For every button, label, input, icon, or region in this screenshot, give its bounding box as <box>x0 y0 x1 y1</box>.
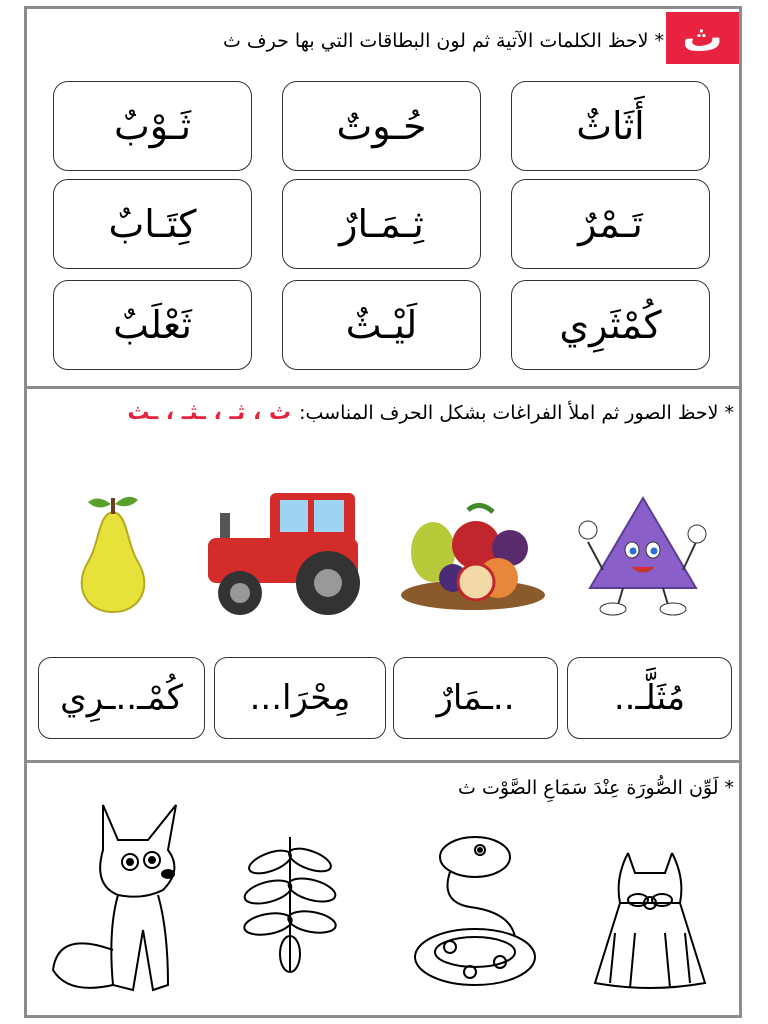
word-card[interactable]: أَثَاثٌ <box>511 81 710 171</box>
letter-forms: ث ، ثـ ، ـثـ ، ـث <box>127 400 292 425</box>
word-card[interactable]: ثِـمَـارٌ <box>282 179 481 269</box>
fruit-basket-image <box>398 490 548 615</box>
fox-image <box>48 800 208 1000</box>
word-card[interactable]: حُـوتٌ <box>282 81 481 171</box>
fill-blank-card[interactable]: كُمْـ..ـرِي <box>38 657 205 739</box>
section-divider <box>24 386 742 389</box>
word-card[interactable]: لَيْـثٌ <box>282 280 481 370</box>
fill-blank-card[interactable]: مِحْرَا... <box>214 657 386 739</box>
triangle-character-image <box>578 490 708 620</box>
pear-image <box>68 492 158 617</box>
word-card[interactable]: ثَـوْبٌ <box>53 81 252 171</box>
word-card[interactable]: ثَعْلَبٌ <box>53 280 252 370</box>
section-divider <box>24 760 742 763</box>
tractor-image <box>200 488 370 618</box>
section1-instruction: *لاحظ الكلمات الآتية ثم لون البطاقات التي بها حرف ث <box>222 30 664 52</box>
word-card[interactable]: تَـمْرٌ <box>511 179 710 269</box>
snake-image <box>410 832 540 992</box>
fill-blank-card[interactable]: ..ـمَارٌ <box>393 657 558 739</box>
word-card[interactable]: كِتَـابٌ <box>53 179 252 269</box>
letter-badge: ث <box>666 12 739 64</box>
dress-image <box>590 848 710 993</box>
section3-instruction: *لَوِّن الصُّورَة عِنْدَ سَمَاعِ الصَّوْت ث <box>458 777 734 799</box>
fill-blank-card[interactable]: مُثَلَّـ.. <box>567 657 732 739</box>
section2-instruction: *لاحظ الصور ثم املأ الفراغات بشكل الحرف المناسب:ث ، ثـ ، ـثـ ، ـث <box>127 400 734 425</box>
word-card[interactable]: كُمْثَرِي <box>511 280 710 370</box>
dates-branch-image <box>240 832 340 977</box>
